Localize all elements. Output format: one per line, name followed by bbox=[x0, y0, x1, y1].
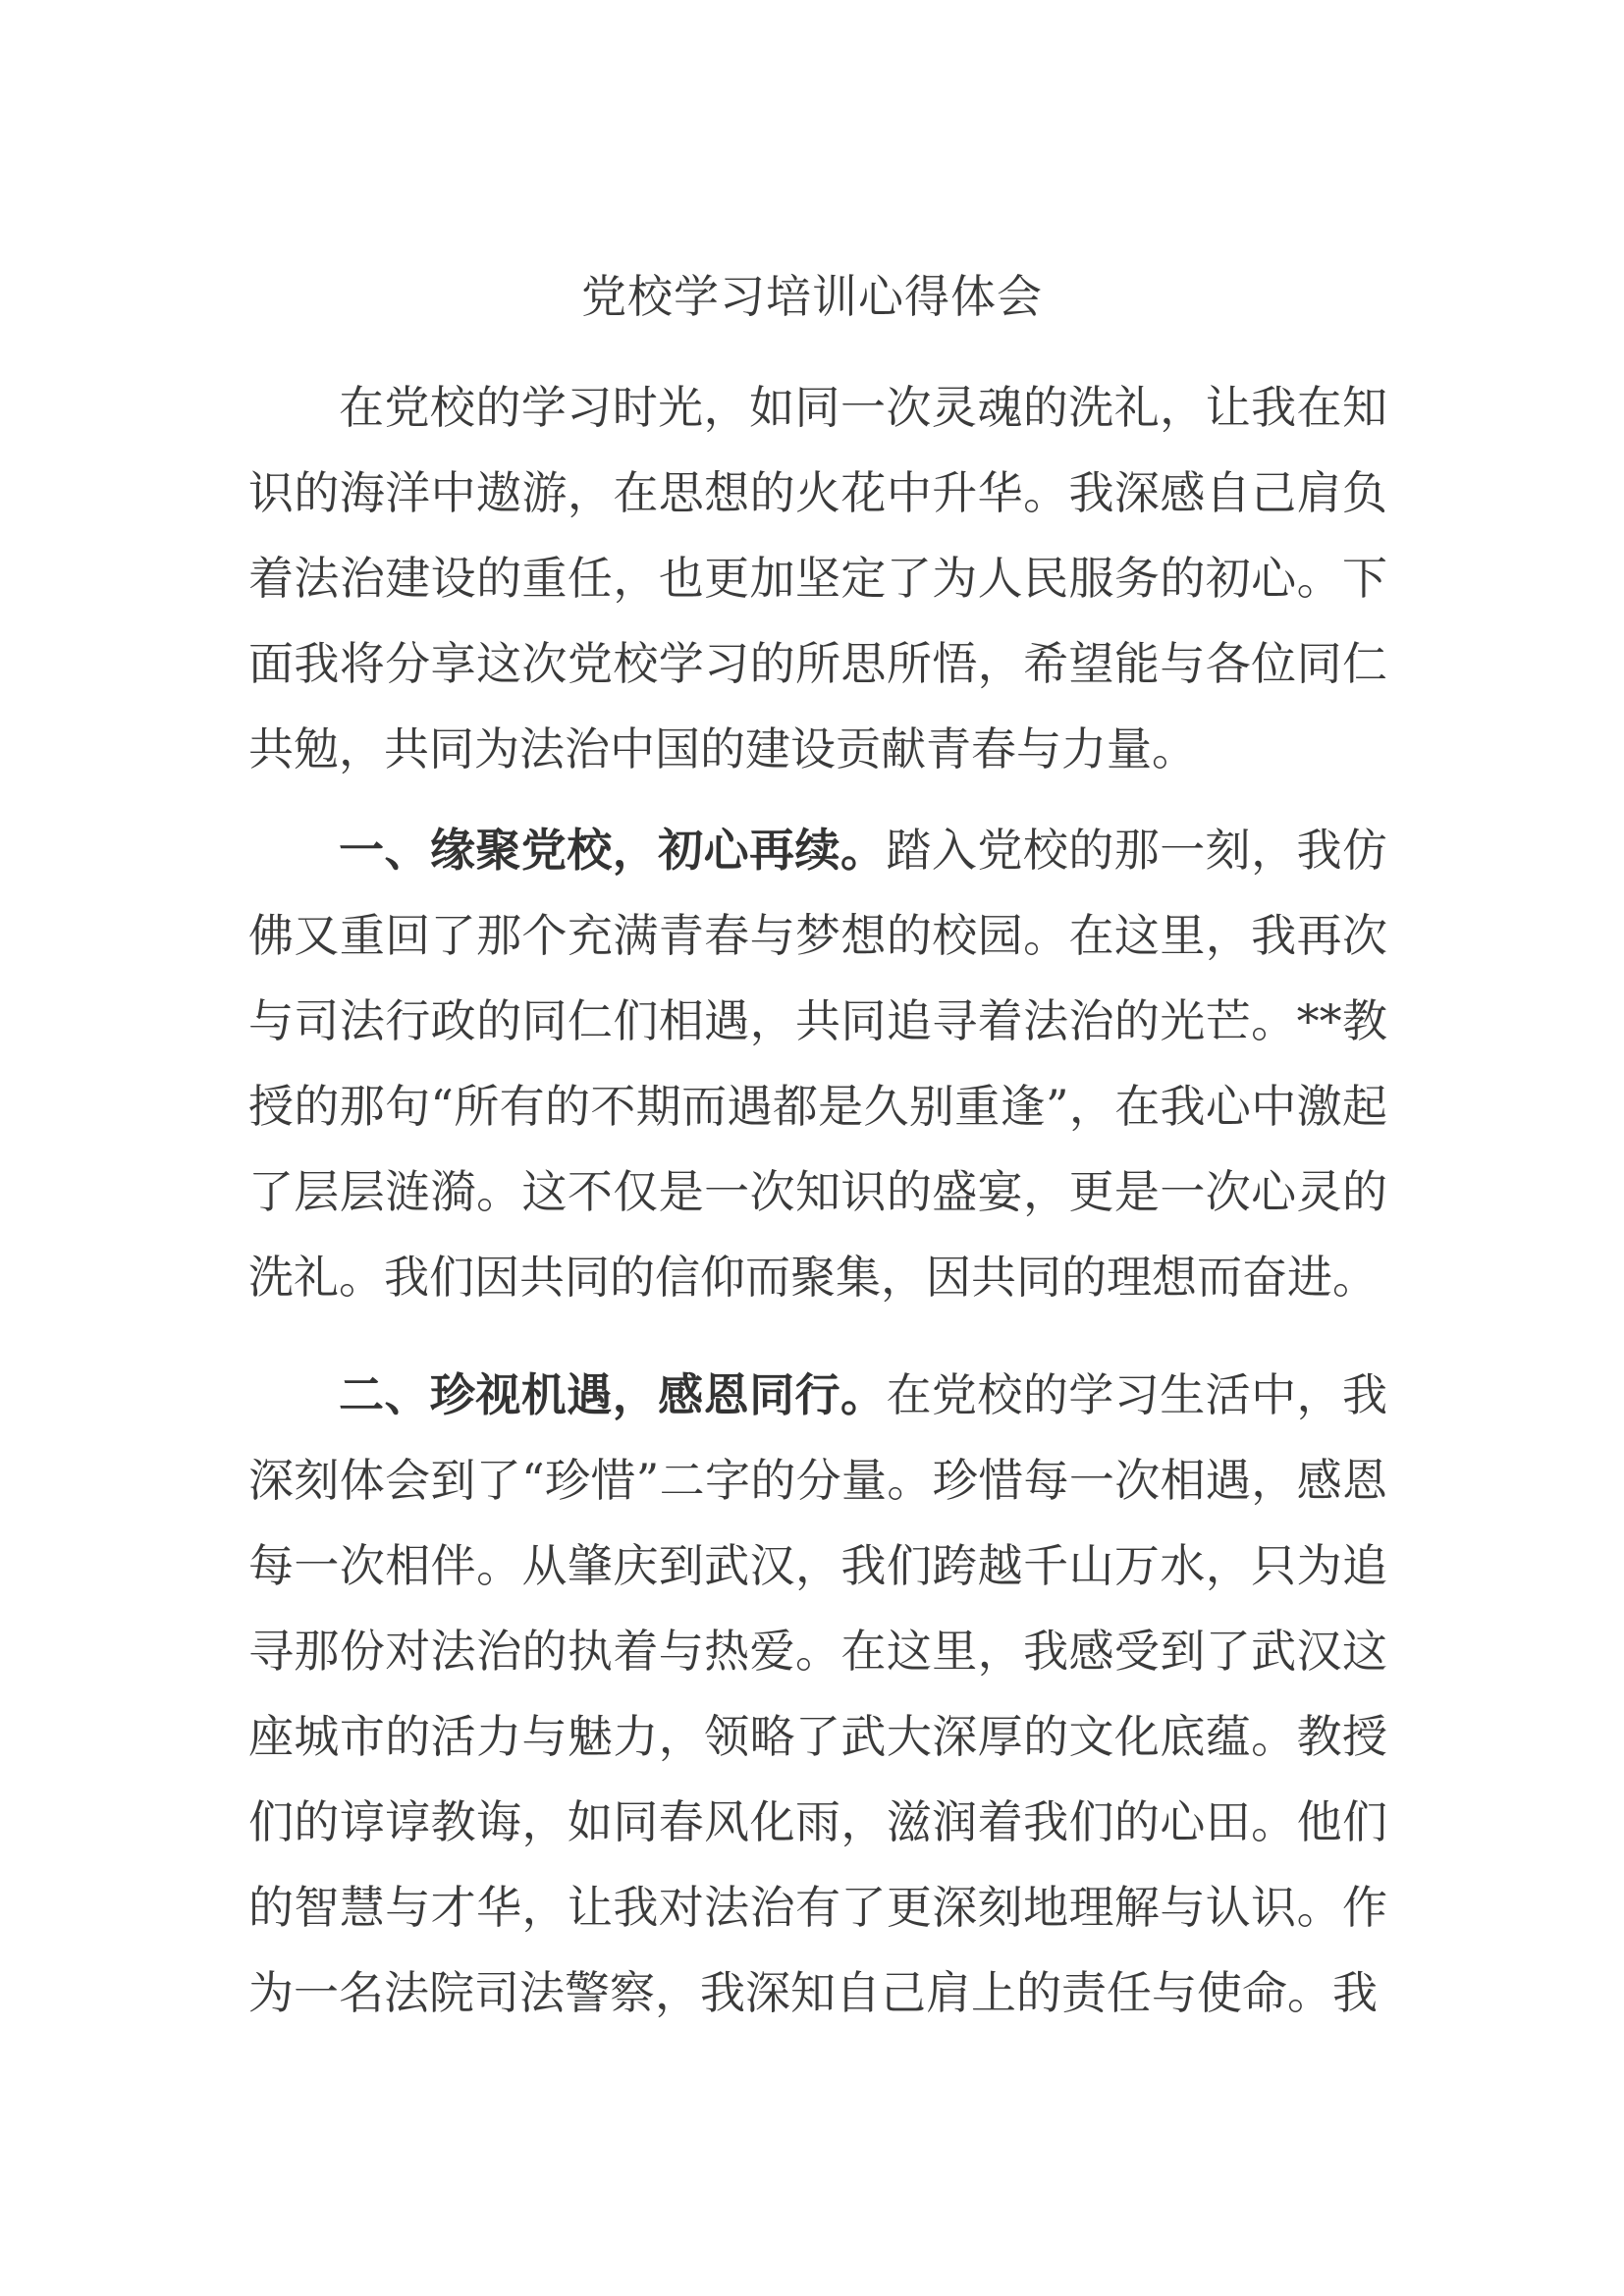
paragraph-section-2 bbox=[248, 1353, 1387, 2036]
section-heading: 二、珍视机遇，感恩同行。 bbox=[339, 1368, 887, 1421]
paragraph-text: 踏入党校的那一刻，我仿佛又重回了那个充满青春与梦想的校园。在这里，我再次与司法行政的同仁们相遇，共同追寻着法治的光芒。**教授的那句“所有的不期而遇都是久别重逢”，在我心中激起了层层涟漪。这不仅是一次知识的盛宴，更是一次心灵的洗礼。我们因共同的信仰而聚集，因共同的理想而奋进。 bbox=[248, 824, 1388, 1304]
paragraph-text: 在党校的学习时光，如同一次灵魂的洗礼，让我在知识的海洋中遨游，在思想的火花中升华。我深感自己肩负着法治建设的重任，也更加坚定了为人民服务的初心。下面我将分享这次党校学习的所思所悟，希望能与各位同仁共勉，共同为法治中国的建设贡献青春与力量。 bbox=[248, 381, 1387, 775]
document-title: 党校学习培训心得体会 bbox=[581, 270, 1043, 323]
section-heading: 一、缘聚党校，初心再续。 bbox=[339, 824, 887, 877]
paragraph-intro bbox=[248, 365, 1387, 792]
paragraph-text: 在党校的学习生活中，我深刻体会到了“珍惜”二字的分量。珍惜每一次相遇，感恩每一次相伴。从肇庆到武汉，我们跨越千山万水，只为追寻那份对法治的执着与热爱。在这里，我感受到了武汉这座城市的活力与魅力，领略了武大深厚的文化底蕴。教授们的谆谆教诲，如同春风化雨，滋润着我们的心田。他们的智慧与才华，让我对法治有了更深刻地理解与认识。作为一名法院司法警察，我深知自己肩上的责任与使命。我 bbox=[248, 1368, 1388, 2019]
paragraph-section-1 bbox=[248, 808, 1387, 1320]
